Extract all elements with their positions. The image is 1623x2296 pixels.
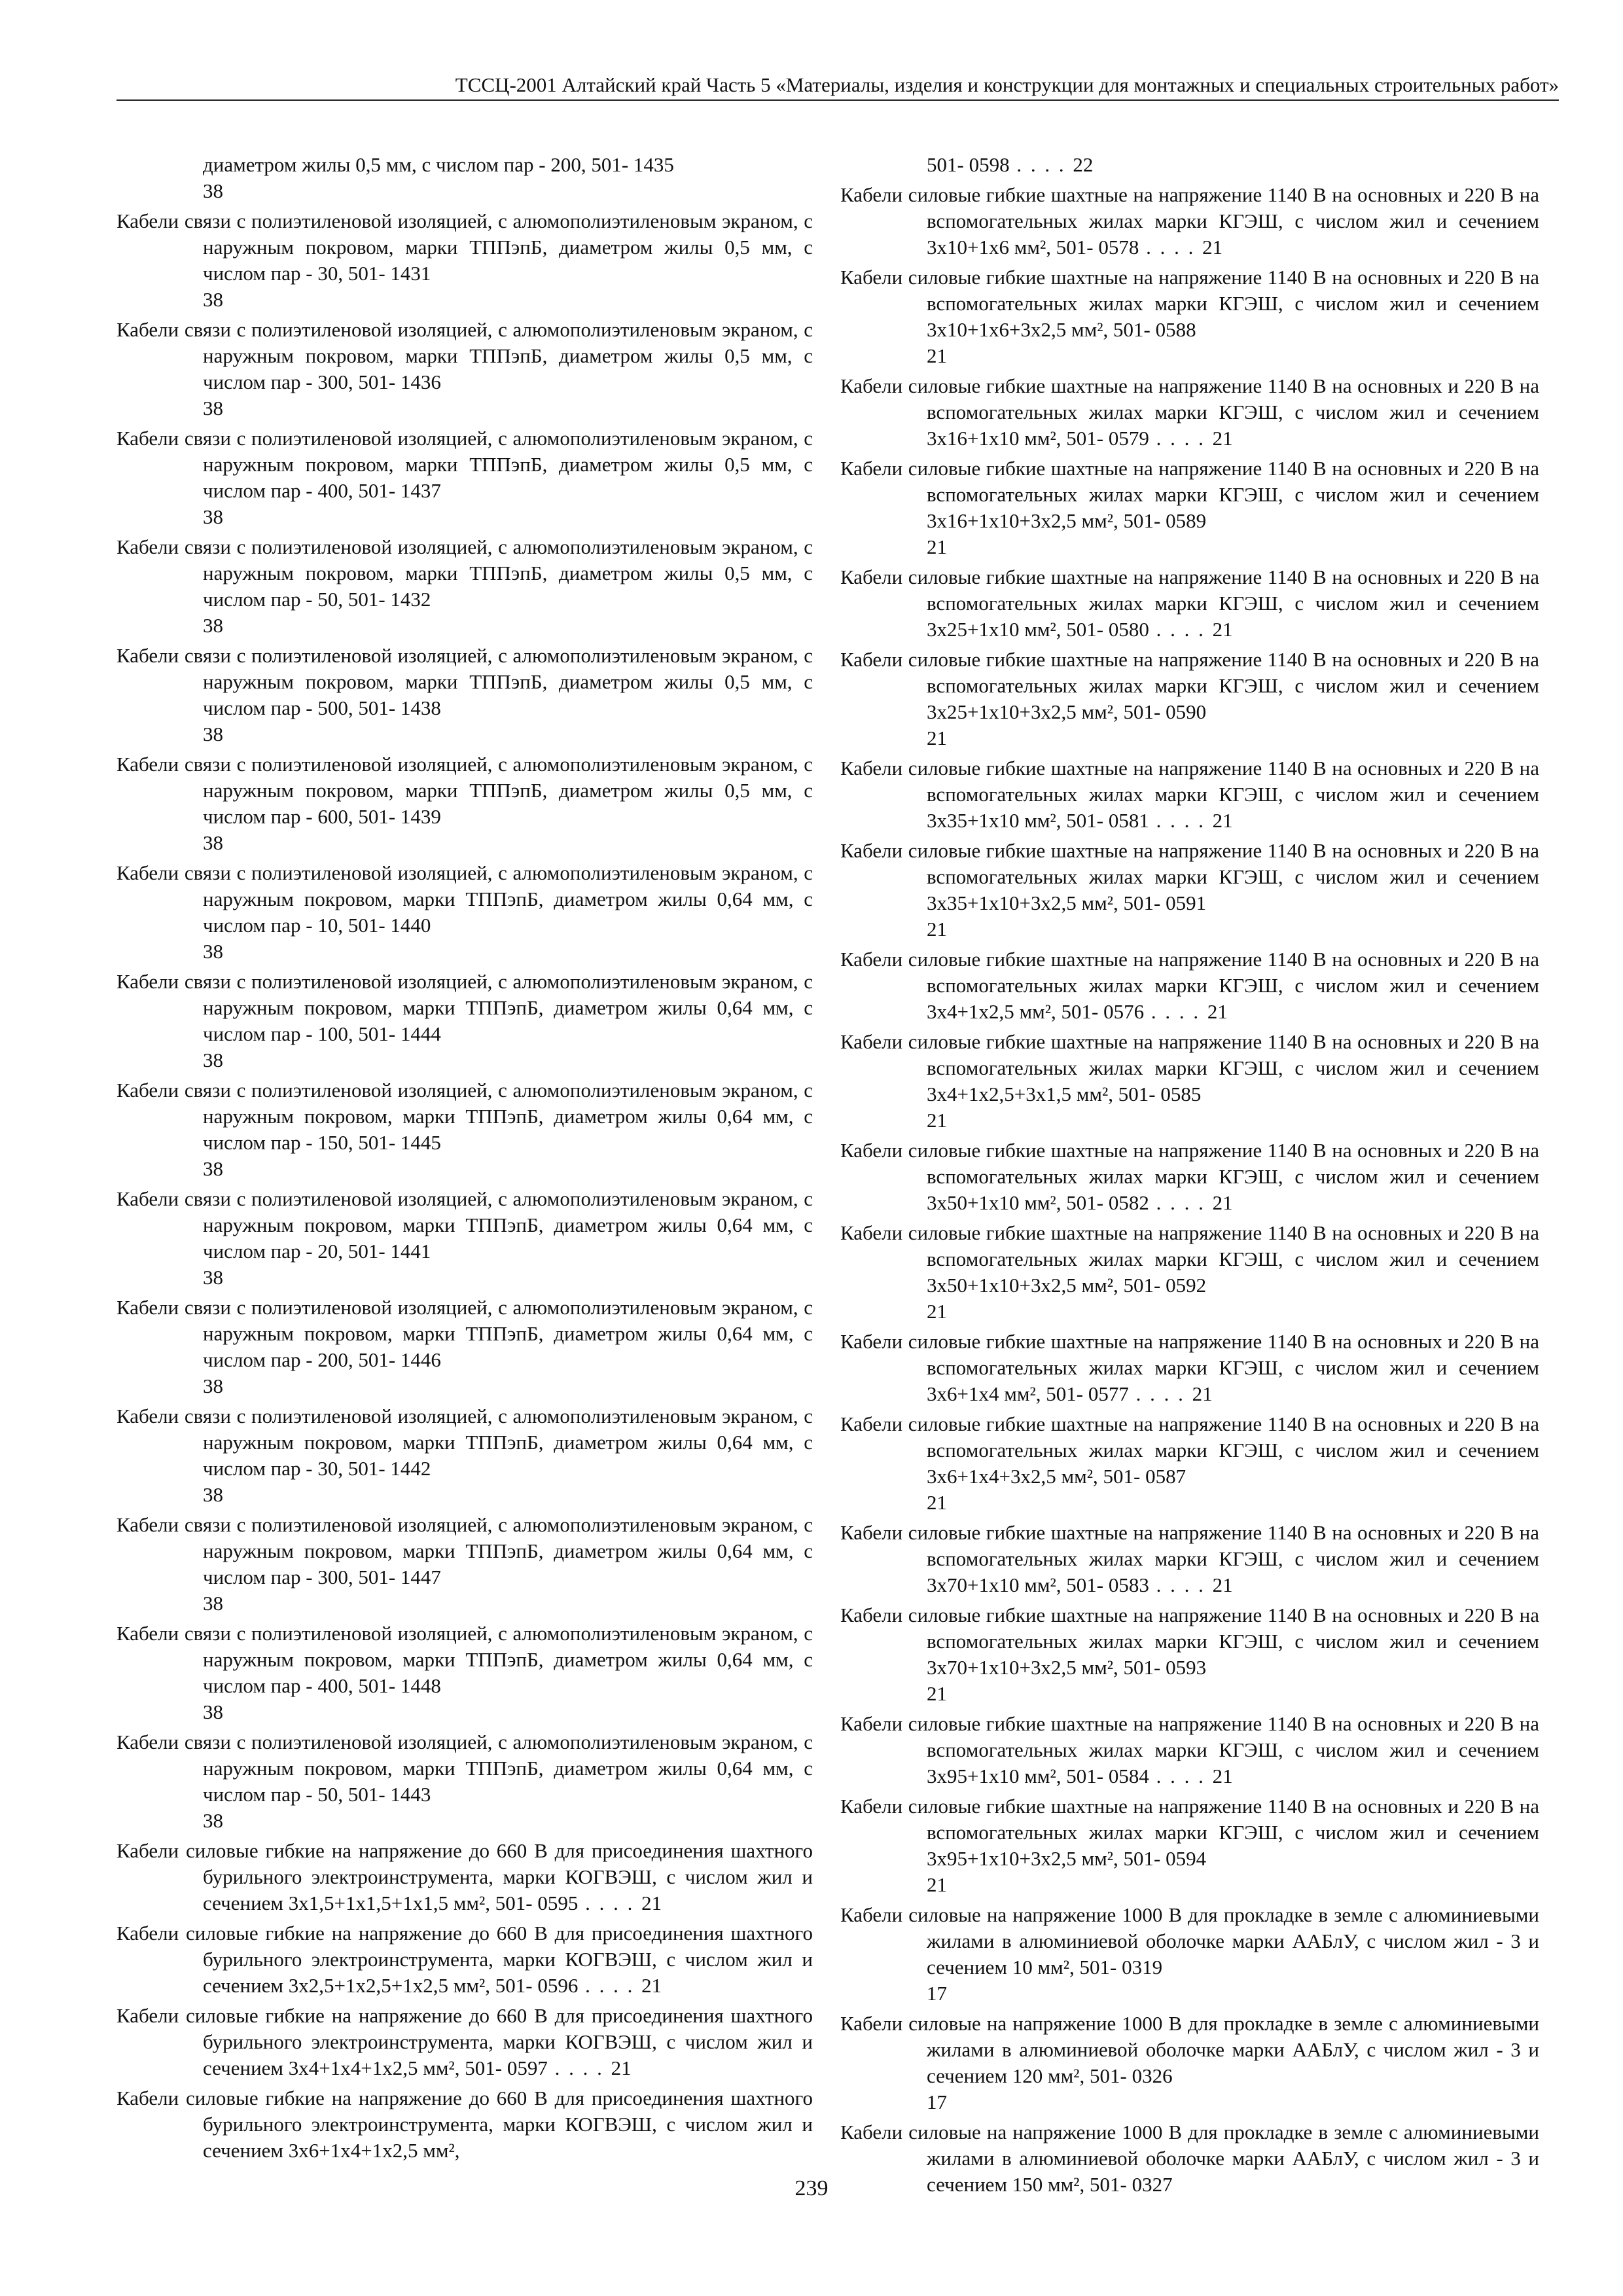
dot-leader: . . . .: [1149, 809, 1213, 832]
index-entry: [840, 647, 1539, 751]
index-entry-text: Кабели силовые гибкие шахтные на напряжение 1140 В на основных и 220 В на вспомогательных жилах марки КГЭШ, с числом жил и сечением 3х10+1х6 мм², 501- 0578: [840, 183, 1539, 259]
index-entry-page: 21: [1192, 1382, 1213, 1405]
index-entry: [840, 456, 1539, 560]
index-entry: [116, 534, 813, 639]
index-entry-text: Кабели силовые гибкие шахтные на напряжение 1140 В на основных и 220 В на вспомогательных жилах марки КГЭШ, с числом жил и сечением 3х10+1х6+3х2,5 мм², 501- 0588: [840, 266, 1539, 341]
index-entry: [840, 946, 1539, 1025]
index-entry-page: 21: [927, 918, 947, 941]
index-entry-page: 17: [927, 2090, 947, 2113]
dot-leader: . . . .: [578, 1892, 642, 1914]
index-entry-text: Кабели силовые гибкие шахтные на напряжение 1140 В на основных и 220 В на вспомогательных жилах марки КГЭШ, с числом жил и сечением 3х16+1х10 мм², 501- 0579: [840, 374, 1539, 450]
index-entry-text: Кабели связи с полиэтиленовой изоляцией, с алюмополиэтиленовым экраном, с наружным покровом, марки ТППэпБ, диаметром жилы 0,64 мм, с числом пар - 20, 501- 1441: [116, 1187, 813, 1263]
index-entry: [116, 2003, 813, 2081]
index-entry-page: 21: [641, 1974, 662, 1997]
index-entry-text: Кабели связи с полиэтиленовой изоляцией, с алюмополиэтиленовым экраном, с наружным покровом, марки ТППэпБ, диаметром жилы 0,64 мм, с числом пар - 10, 501- 1440: [116, 861, 813, 937]
index-entry-page: 21: [927, 1300, 947, 1323]
index-entry-page: 38: [203, 1374, 223, 1397]
index-entry-text: диаметром жилы 0,5 мм, с числом пар - 200, 501- 1435: [203, 153, 674, 176]
index-entry-text: Кабели связи с полиэтиленовой изоляцией, с алюмополиэтиленовым экраном, с наружным покровом, марки ТППэпБ, диаметром жилы 0,5 мм, с числом пар - 30, 501- 1431: [116, 209, 813, 285]
index-entry: [840, 1520, 1539, 1598]
index-entry-text: Кабели связи с полиэтиленовой изоляцией, с алюмополиэтиленовым экраном, с наружным покровом, марки ТППэпБ, диаметром жилы 0,5 мм, с числом пар - 300, 501- 1436: [116, 318, 813, 393]
index-entry-text: 501- 0598: [927, 153, 1010, 176]
index-entry-page: 21: [1202, 236, 1223, 259]
index-entry: [116, 425, 813, 530]
index-entry-page: 17: [927, 1982, 947, 2005]
index-entry: [840, 564, 1539, 643]
index-entry: [116, 1621, 813, 1725]
index-entry-text: Кабели силовые гибкие на напряжение до 660 В для присоединения шахтного бурильного электроинструмента, марки КОГВЭШ, с числом жил и сечением 3х6+1х4+1х2,5 мм²,: [116, 2087, 813, 2162]
index-entry-text: Кабели силовые гибкие шахтные на напряжение 1140 В на основных и 220 В на вспомогательных жилах марки КГЭШ, с числом жил и сечением 3х25+1х10 мм², 501- 0580: [840, 565, 1539, 641]
index-entry-text: Кабели силовые гибкие шахтные на напряжение 1140 В на основных и 220 В на вспомогательных жилах марки КГЭШ, с числом жил и сечением 3х50+1х10+3х2,5 мм², 501- 0592: [840, 1221, 1539, 1297]
index-column-left: [116, 152, 813, 2168]
index-entry-text: Кабели силовые гибкие на напряжение до 660 В для присоединения шахтного бурильного электроинструмента, марки КОГВЭШ, с числом жил и сечением 3х4+1х4+1х2,5 мм², 501- 0597: [116, 2004, 813, 2079]
index-entry: [116, 643, 813, 747]
index-entry-page: 21: [927, 535, 947, 558]
index-entry-page: 38: [203, 831, 223, 854]
index-entry-page: 21: [927, 1873, 947, 1896]
dot-leader: . . . .: [1128, 1382, 1192, 1405]
index-entry-text: Кабели силовые гибкие на напряжение до 660 В для присоединения шахтного бурильного электроинструмента, марки КОГВЭШ, с числом жил и сечением 3х1,5+1х1,5+1х1,5 мм², 501- 0595: [116, 1839, 813, 1914]
index-entry-text: Кабели связи с полиэтиленовой изоляцией, с алюмополиэтиленовым экраном, с наружным покровом, марки ТППэпБ, диаметром жилы 0,5 мм, с числом пар - 50, 501- 1432: [116, 535, 813, 611]
index-entry: [116, 1729, 813, 1834]
dot-leader: . . . .: [1149, 1191, 1213, 1214]
index-entry: [116, 1512, 813, 1617]
index-entry-text: Кабели связи с полиэтиленовой изоляцией, с алюмополиэтиленовым экраном, с наружным покровом, марки ТППэпБ, диаметром жилы 0,64 мм, с числом пар - 100, 501- 1444: [116, 970, 813, 1045]
dot-leader: . . . .: [1009, 153, 1073, 176]
dot-leader: . . . .: [578, 1974, 642, 1997]
index-entry: [116, 2085, 813, 2164]
index-entry-text: Кабели силовые гибкие шахтные на напряжение 1140 В на основных и 220 В на вспомогательных жилах марки КГЭШ, с числом жил и сечением 3х16+1х10+3х2,5 мм², 501- 0589: [840, 457, 1539, 532]
index-entry: [840, 1138, 1539, 1216]
index-entry-text: Кабели силовые гибкие шахтные на напряжение 1140 В на основных и 220 В на вспомогательных жилах марки КГЭШ, с числом жил и сечением 3х95+1х10 мм², 501- 0584: [840, 1712, 1539, 1787]
index-entry-page: 38: [203, 1157, 223, 1180]
index-entry-page: 21: [1212, 1573, 1233, 1596]
index-entry-page: 21: [1212, 1765, 1233, 1787]
index-entry-text: Кабели связи с полиэтиленовой изоляцией, с алюмополиэтиленовым экраном, с наружным покровом, марки ТППэпБ, диаметром жилы 0,64 мм, с числом пар - 300, 501- 1447: [116, 1513, 813, 1588]
index-entry: [116, 208, 813, 313]
index-entry: [840, 1711, 1539, 1789]
index-entry-page: 21: [641, 1892, 662, 1914]
index-entry: [116, 317, 813, 422]
index-entry: [840, 1411, 1539, 1516]
index-entry-text: Кабели силовые гибкие шахтные на напряжение 1140 В на основных и 220 В на вспомогательных жилах марки КГЭШ, с числом жил и сечением 3х35+1х10+3х2,5 мм², 501- 0591: [840, 839, 1539, 914]
index-entry-page: 38: [203, 288, 223, 311]
index-entry-page: 38: [203, 1592, 223, 1615]
index-entry: [840, 1902, 1539, 2007]
index-entry-page: 38: [203, 1266, 223, 1289]
index-entry-text: Кабели силовые гибкие шахтные на напряжение 1140 В на основных и 220 В на вспомогательных жилах марки КГЭШ, с числом жил и сечением 3х95+1х10+3х2,5 мм², 501- 0594: [840, 1795, 1539, 1870]
index-entry: [840, 1029, 1539, 1134]
index-entry: [840, 1220, 1539, 1325]
index-entry-page: 22: [1073, 153, 1094, 176]
index-entry-page: 38: [203, 1049, 223, 1071]
index-entry: [116, 751, 813, 856]
index-entry: [840, 1602, 1539, 1707]
index-entry-page: 38: [203, 940, 223, 963]
index-entry-page: 38: [203, 1700, 223, 1723]
index-entry-text: Кабели силовые гибкие шахтные на напряжение 1140 В на основных и 220 В на вспомогательных жилах марки КГЭШ, с числом жил и сечением 3х25+1х10+3х2,5 мм², 501- 0590: [840, 648, 1539, 723]
index-entry-page: 21: [927, 1682, 947, 1705]
index-entry-text: Кабели силовые на напряжение 1000 В для прокладке в земле с алюминиевыми жилами в алюминиевой оболочке марки ААБлУ, с числом жил - 3 и сечением 10 мм², 501- 0319: [840, 1903, 1539, 1979]
index-entry-page: 21: [1212, 809, 1233, 832]
index-entry: [116, 152, 813, 204]
index-entry: [116, 1077, 813, 1182]
index-column-right: [840, 152, 1539, 2202]
index-entry-text: Кабели связи с полиэтиленовой изоляцией, с алюмополиэтиленовым экраном, с наружным покровом, марки ТППэпБ, диаметром жилы 0,64 мм, с числом пар - 50, 501- 1443: [116, 1731, 813, 1806]
index-entry-page: 21: [927, 1109, 947, 1132]
index-entry: [116, 860, 813, 965]
index-entry-page: 38: [203, 179, 223, 202]
index-entry-text: Кабели силовые гибкие шахтные на напряжение 1140 В на основных и 220 В на вспомогательных жилах марки КГЭШ, с числом жил и сечением 3х70+1х10+3х2,5 мм², 501- 0593: [840, 1604, 1539, 1679]
index-entry: [116, 1403, 813, 1508]
index-entry-text: Кабели силовые гибкие шахтные на напряжение 1140 В на основных и 220 В на вспомогательных жилах марки КГЭШ, с числом жил и сечением 3х50+1х10 мм², 501- 0582: [840, 1139, 1539, 1214]
page-number: 239: [794, 2176, 829, 2200]
index-entry-text: Кабели силовые гибкие шахтные на напряжение 1140 В на основных и 220 В на вспомогательных жилах марки КГЭШ, с числом жил и сечением 3х4+1х2,5+3х1,5 мм², 501- 0585: [840, 1030, 1539, 1105]
index-entry-page: 38: [203, 723, 223, 745]
index-entry-page: 38: [203, 1483, 223, 1506]
index-entry-text: Кабели связи с полиэтиленовой изоляцией, с алюмополиэтиленовым экраном, с наружным покровом, марки ТППэпБ, диаметром жилы 0,5 мм, с числом пар - 600, 501- 1439: [116, 753, 813, 828]
index-entry-page: 21: [1212, 618, 1233, 641]
index-entry-page: 38: [203, 614, 223, 637]
index-entry: [116, 1295, 813, 1399]
index-entry-page: 38: [203, 505, 223, 528]
index-entry-text: Кабели связи с полиэтиленовой изоляцией, с алюмополиэтиленовым экраном, с наружным покровом, марки ТППэпБ, диаметром жилы 0,5 мм, с числом пар - 500, 501- 1438: [116, 644, 813, 719]
index-entry-page: 21: [927, 1491, 947, 1514]
index-entry-text: Кабели силовые гибкие шахтные на напряжение 1140 В на основных и 220 В на вспомогательных жилах марки КГЭШ, с числом жил и сечением 3х70+1х10 мм², 501- 0583: [840, 1521, 1539, 1596]
index-entry-page: 21: [1212, 427, 1233, 450]
dot-leader: . . . .: [1149, 618, 1213, 641]
dot-leader: . . . .: [1149, 1765, 1213, 1787]
index-entry: [840, 182, 1539, 260]
index-entry-page: 21: [927, 726, 947, 749]
dot-leader: . . . .: [1144, 1000, 1207, 1023]
dot-leader: . . . .: [1149, 427, 1213, 450]
index-entry: [840, 264, 1539, 369]
index-entry: [116, 1186, 813, 1291]
index-entry-text: Кабели связи с полиэтиленовой изоляцией, с алюмополиэтиленовым экраном, с наружным покровом, марки ТППэпБ, диаметром жилы 0,64 мм, с числом пар - 150, 501- 1445: [116, 1079, 813, 1154]
index-entry-page: 38: [203, 397, 223, 420]
index-entry-page: 21: [611, 2056, 632, 2079]
index-entry: [840, 1793, 1539, 1898]
index-entry-text: Кабели силовые на напряжение 1000 В для прокладке в земле с алюминиевыми жилами в алюминиевой оболочке марки ААБлУ, с числом жил - 3 и сечением 120 мм², 501- 0326: [840, 2012, 1539, 2087]
index-entry: [116, 969, 813, 1073]
index-entry-page: 21: [1207, 1000, 1228, 1023]
index-entry-text: Кабели силовые гибкие шахтные на напряжение 1140 В на основных и 220 В на вспомогательных жилах марки КГЭШ, с числом жил и сечением 3х6+1х4+3х2,5 мм², 501- 0587: [840, 1412, 1539, 1488]
index-entry-text: Кабели силовые гибкие шахтные на напряжение 1140 В на основных и 220 В на вспомогательных жилах марки КГЭШ, с числом жил и сечением 3х4+1х2,5 мм², 501- 0576: [840, 948, 1539, 1023]
index-entry-page: 21: [927, 344, 947, 367]
index-entry-text: Кабели связи с полиэтиленовой изоляцией, с алюмополиэтиленовым экраном, с наружным покровом, марки ТППэпБ, диаметром жилы 0,64 мм, с числом пар - 30, 501- 1442: [116, 1405, 813, 1480]
index-entry-text: Кабели связи с полиэтиленовой изоляцией, с алюмополиэтиленовым экраном, с наружным покровом, марки ТППэпБ, диаметром жилы 0,5 мм, с числом пар - 400, 501- 1437: [116, 427, 813, 502]
running-header: ТССЦ-2001 Алтайский край Часть 5 «Материалы, изделия и конструкции для монтажных и специальных строительных работ»: [116, 72, 1559, 101]
dot-leader: . . . .: [1149, 1573, 1213, 1596]
index-entry-text: Кабели связи с полиэтиленовой изоляцией, с алюмополиэтиленовым экраном, с наружным покровом, марки ТППэпБ, диаметром жилы 0,64 мм, с числом пар - 400, 501- 1448: [116, 1622, 813, 1697]
dot-leader: . . . .: [547, 2056, 611, 2079]
index-entry: [840, 838, 1539, 942]
index-entry: [840, 755, 1539, 834]
index-entry-text: Кабели силовые гибкие шахтные на напряжение 1140 В на основных и 220 В на вспомогательных жилах марки КГЭШ, с числом жил и сечением 3х35+1х10 мм², 501- 0581: [840, 757, 1539, 832]
index-entry-text: Кабели связи с полиэтиленовой изоляцией, с алюмополиэтиленовым экраном, с наружным покровом, марки ТППэпБ, диаметром жилы 0,64 мм, с числом пар - 200, 501- 1446: [116, 1296, 813, 1371]
index-entry-page: 21: [1212, 1191, 1233, 1214]
index-entry: [840, 373, 1539, 452]
index-entry: [840, 2011, 1539, 2115]
index-entry-text: Кабели силовые гибкие на напряжение до 660 В для присоединения шахтного бурильного электроинструмента, марки КОГВЭШ, с числом жил и сечением 3х2,5+1х2,5+1х2,5 мм², 501- 0596: [116, 1922, 813, 1997]
index-entry: [116, 1838, 813, 1916]
index-entry: [840, 1329, 1539, 1407]
index-entry: [116, 1920, 813, 1999]
dot-leader: . . . .: [1139, 236, 1203, 259]
index-entry-text: Кабели силовые гибкие шахтные на напряжение 1140 В на основных и 220 В на вспомогательных жилах марки КГЭШ, с числом жил и сечением 3х6+1х4 мм², 501- 0577: [840, 1330, 1539, 1405]
index-entry: [840, 152, 1539, 178]
index-entry-page: 38: [203, 1809, 223, 1832]
index-entry-text: Кабели силовые на напряжение 1000 В для прокладке в земле с алюминиевыми жилами в алюминиевой оболочке марки ААБлУ, с числом жил - 3 и сечением 150 мм², 501- 0327: [840, 2121, 1539, 2196]
